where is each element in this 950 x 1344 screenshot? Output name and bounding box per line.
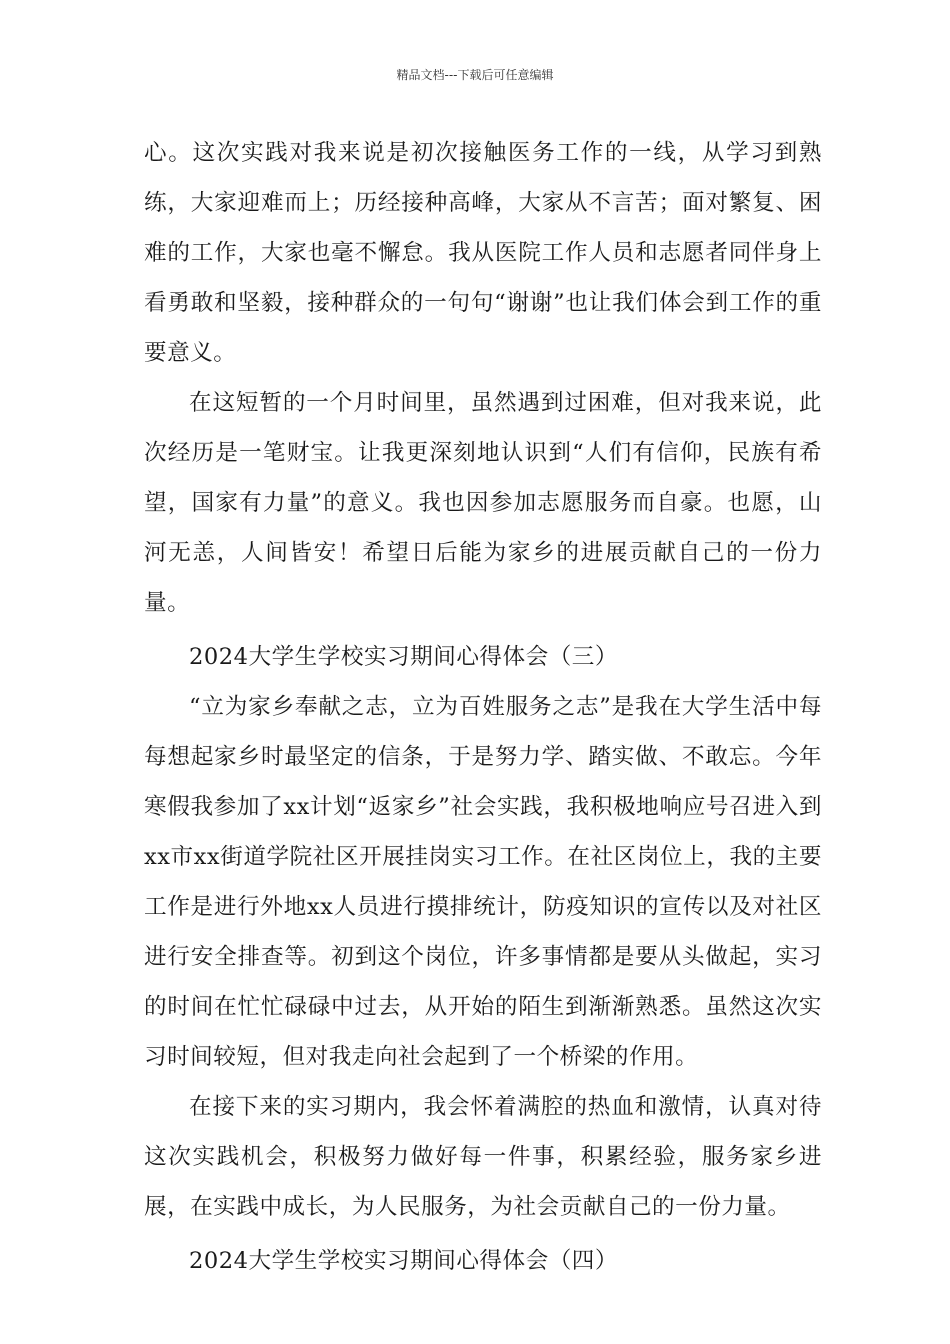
document-body [144,128,822,1286]
paragraph: “立为家乡奉献之志，立为百姓服务之志”是我在大学生活中每每想起家乡时最坚定的信条，于是努力学、踏实做、不敢忘。今年寒假我参加了xx计划“返家乡”社会实践，我积极地响应号召进入到xx市xx街道学院社区开展挂岗实习工作。在社区岗位上，我的主要工作是进行外地xx人员进行摸排统计，防疫知识的宣传以及对社区进行安全排查等。初到这个岗位，许多事情都是要从头做起，实习的时间在忙忙碌碌中过去，从开始的陌生到渐渐熟悉。虽然这次实习时间较短，但对我走向社会起到了一个桥梁的作用。 [144,694,822,1070]
page-header: 精品文档---下载后可任意编辑 [396,68,554,82]
section-heading: 2024大学生学校实习期间心得体会（三） [189,644,618,670]
paragraph: 在这短暂的一个月时间里，虽然遇到过困难，但对我来说，此次经历是一笔财宝。让我更深刻地认识到“人们有信仰，民族有希望，国家有力量”的意义。我也因参加志愿服务而自豪。也愿，山河无恙，人间皆安！希望日后能为家乡的进展贡献自己的一份力量。 [144,390,822,616]
paragraph: 在接下来的实习期内，我会怀着满腔的热血和激情，认真对待这次实践机会，积极努力做好每一件事，积累经验，服务家乡进展，在实践中成长，为人民服务，为社会贡献自己的一份力量。 [144,1094,822,1220]
paragraph-continuation: 心。这次实践对我来说是初次接触医务工作的一线，从学习到熟练，大家迎难而上；历经接种高峰，大家从不言苦；面对繁复、困难的工作，大家也毫不懈怠。我从医院工作人员和志愿者同伴身上看勇敢和坚毅，接种群众的一句句“谢谢”也让我们体会到工作的重要意义。 [144,140,822,366]
section-heading: 2024大学生学校实习期间心得体会（四） [189,1248,618,1274]
